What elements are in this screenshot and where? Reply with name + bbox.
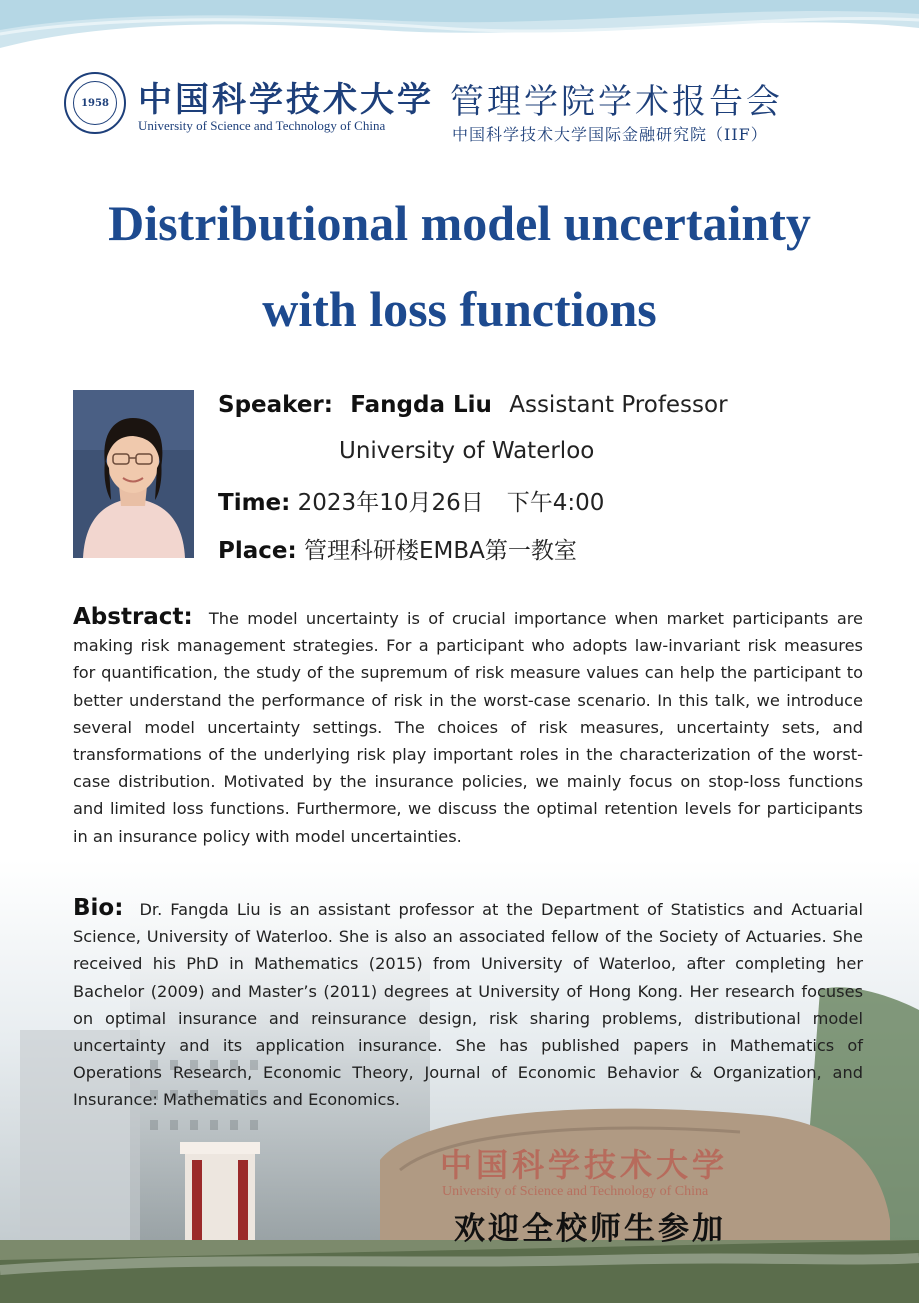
speaker-role: Assistant Professor (509, 392, 728, 418)
abstract-label: Abstract: (73, 604, 193, 630)
place-line (218, 532, 577, 565)
speaker-label: Speaker: (218, 392, 333, 418)
series-subtitle: 中国科学技术大学国际金融研究院（IIF） (452, 125, 768, 144)
speaker-photo (73, 390, 194, 558)
bio-label: Bio: (73, 895, 124, 921)
time-line (218, 484, 604, 517)
seal-year: 1958 (73, 81, 117, 125)
speaker-name: Fangda Liu (350, 392, 492, 418)
abstract-text: The model uncertainty is of crucial importance when market participants are making risk management strategies. For a participant who adopts law-invariant risk measures for quantification, the study of the supremum of risk measure values can help the participant to better understand the performance of risk in the worst-case scenario. In this talk, we introduce several model uncertainty settings. The choices of risk measures, uncertainty sets, and transformations of the underlying risk play important roles in the characterization of the worst-case distribution. Motivated by the insurance policies, we mainly focus on stop-loss functions and limited loss functions. Furthermore, we discuss the optimal retention levels for participants in an insurance policy with model uncertainties. (73, 609, 863, 846)
talk-title (0, 180, 919, 352)
university-seal-icon (64, 72, 126, 134)
time-value: 2023年10月26日 下午4:00 (297, 490, 605, 516)
bio-section (73, 895, 863, 1114)
time-label: Time: (218, 490, 291, 516)
abstract-section (73, 604, 863, 850)
talk-title-line1: Distributional model uncertainty (108, 195, 811, 251)
school-name-cn: 中国科学技术大学 (138, 80, 434, 120)
header (64, 70, 864, 150)
place-value: 管理科研楼EMBA第一教室 (304, 538, 577, 564)
bio-text: Dr. Fangda Liu is an assistant professor at the Department of Statistics and Actuarial Science, University of Waterloo. She is also an associated fellow of the Society of Actuaries. She received his PhD in Mathematics (2015) from University of Waterloo, after completing her Bachelor (2009) and Master’s (2011) degrees at University of Hong Kong. Her research focuses on optimal insurance and reinsurance design, risk sharing problems, distributional model uncertainty and its application insurance. She has published papers in Mathematics of Operations Research, Economic Theory, Journal of Economic Behavior & Organization, and Insurance: Mathematics and Economics. (73, 900, 863, 1110)
stone-inscription-en: University of Science and Technology of China (442, 1184, 709, 1199)
speaker-affiliation: University of Waterloo (339, 438, 595, 464)
welcome-text: 欢迎全校师生参加 (454, 1211, 726, 1247)
stone-inscription-cn: 中国科学技术大学 (440, 1146, 729, 1184)
speaker-line (218, 392, 728, 418)
school-name-en: University of Science and Technology of China (138, 118, 386, 133)
top-wave-decoration (0, 0, 919, 70)
talk-title-line2: with loss functions (262, 281, 657, 337)
place-label: Place: (218, 538, 297, 564)
series-title: 管理学院学术报告会 (450, 82, 783, 122)
